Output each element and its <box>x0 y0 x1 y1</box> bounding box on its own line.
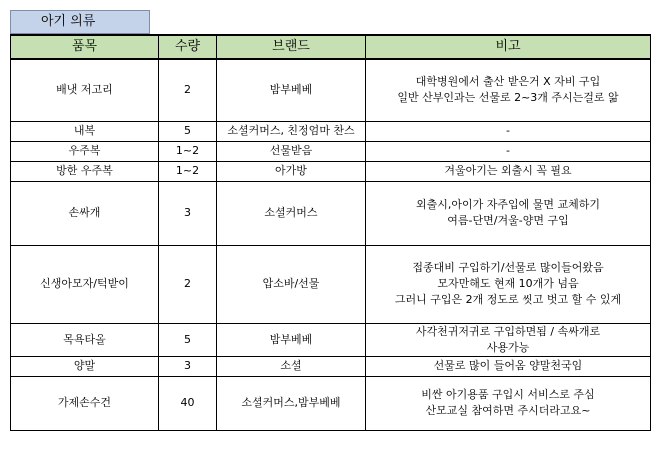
cell-item: 방한 우주복 <box>11 161 159 181</box>
baby-clothing-table <box>10 34 651 431</box>
cell-item: 우주복 <box>11 141 159 161</box>
note-line: 모자만해도 현재 10개가 넘음 <box>437 277 579 290</box>
table-row <box>11 161 651 181</box>
cell-item: 손싸개 <box>11 181 159 245</box>
note-line: 사각천귀저귀로 구입하면됨 / 속싸개로 <box>415 324 601 338</box>
cell-brand: 선물받음 <box>217 141 366 161</box>
header-note: 비고 <box>366 35 651 59</box>
cell-note <box>366 181 651 245</box>
header-row <box>11 35 651 59</box>
note-line: 산모교실 참여하면 주시더라고요~ <box>425 404 591 417</box>
table-row <box>11 376 651 430</box>
note-line: 그러니 구입은 2개 정도로 씻고 벗고 할 수 있게 <box>394 293 622 306</box>
cell-item: 가제손수건 <box>11 376 159 430</box>
cell-qty: 3 <box>159 356 217 376</box>
table-row <box>11 245 651 323</box>
cell-note <box>366 323 651 356</box>
table-row <box>11 323 651 356</box>
table-row <box>11 356 651 376</box>
cell-qty: 2 <box>159 245 217 323</box>
cell-qty: 1~2 <box>159 161 217 181</box>
note-line: 사용가능 <box>486 340 530 354</box>
cell-qty: 5 <box>159 323 217 356</box>
table-row <box>11 121 651 141</box>
cell-note <box>366 161 651 181</box>
header-brand: 브랜드 <box>217 35 366 59</box>
cell-brand: 소셜커머스,밤부베베 <box>217 376 366 430</box>
note-line: 대학병원에서 출산 받은거 X 자비 구입 <box>415 75 601 89</box>
header-item: 품목 <box>11 35 159 59</box>
table-row <box>11 141 651 161</box>
cell-brand: 밤부베베 <box>217 323 366 356</box>
note-line: 선물로 많이 들어옴 양말천국임 <box>433 359 583 372</box>
cell-brand: 아가방 <box>217 161 366 181</box>
cell-qty: 2 <box>159 59 217 121</box>
cell-brand: 소셜커머스, 친정엄마 찬스 <box>217 121 366 141</box>
cell-item: 목욕타올 <box>11 323 159 356</box>
note-line: 외출시,아이가 자주입에 물면 교체하기 <box>415 198 600 211</box>
note-line: - <box>506 144 510 157</box>
cell-note <box>366 59 651 121</box>
note-line: - <box>506 124 510 137</box>
table-row <box>11 59 651 121</box>
cell-note <box>366 141 651 161</box>
cell-note <box>366 376 651 430</box>
cell-note <box>366 245 651 323</box>
cell-brand: 소셜 <box>217 356 366 376</box>
note-line: 여름-단면/겨울-양면 구입 <box>447 214 569 227</box>
cell-brand: 밤부베베 <box>217 59 366 121</box>
note-line: 겨울아기는 외출시 꼭 필요 <box>444 164 572 177</box>
cell-qty: 40 <box>159 376 217 430</box>
cell-item: 양말 <box>11 356 159 376</box>
cell-brand: 소셜커머스 <box>217 181 366 245</box>
table-row <box>11 181 651 245</box>
header-qty: 수량 <box>159 35 217 59</box>
cell-qty: 1~2 <box>159 141 217 161</box>
cell-item: 신생아모자/턱받이 <box>11 245 159 323</box>
cell-note <box>366 121 651 141</box>
cell-item: 배냇 저고리 <box>11 59 159 121</box>
note-line: 접종대비 구입하기/선물로 많이들어왔음 <box>412 261 604 274</box>
sheet-title: 아기 의류 <box>10 10 150 34</box>
cell-qty: 5 <box>159 121 217 141</box>
cell-brand: 압소바/선물 <box>217 245 366 323</box>
cell-qty: 3 <box>159 181 217 245</box>
note-line: 비싼 아기용품 구입시 서비스로 주심 <box>421 388 595 401</box>
note-line: 일반 산부인과는 선물로 2~3개 주시는걸로 앎 <box>397 91 619 105</box>
cell-note <box>366 356 651 376</box>
cell-item: 내복 <box>11 121 159 141</box>
